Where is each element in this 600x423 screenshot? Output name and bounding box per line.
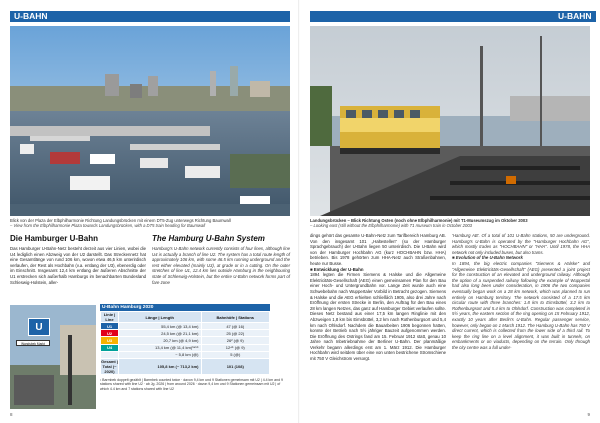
caption-en: – View from the Elbphilharmonie Plaza towards Landungsbrücken, with a DT5 train heading for Baumwall	[10, 223, 206, 228]
header-bar	[310, 11, 590, 22]
section-title-de: Die Hamburger U-Bahn	[10, 234, 99, 243]
body-text-de: Das Hamburger U-Bahn-Netz besteht derzeit aus vier Linien, wobei die U4 lediglich einen Abzweig von der U2 darstellt. Das Streckennetz hat eine Gesamtlänge von rund 106 km, wovon etwa 46,5 km unterirdisch verlaufen, der Rest als Hochbahn (v.a. entlang der U3), ebenerdig oder im Einschnitt. Insgesamt 12,4 km entlang der äußeren Abschnitte der U1 erstrecken sich außerhalb Hamburgs im benachbarten Bundesland Schleswig-Holstein, aller-	[10, 246, 146, 285]
table-header-cell: Länge | Length	[119, 312, 202, 323]
line-length: 20,7 km (@ 4,9 km)	[119, 337, 202, 344]
page-number: 8	[10, 412, 13, 417]
line-table	[100, 311, 270, 375]
station-name-sign: Wandsbek Markt	[16, 340, 50, 346]
header-label: U-BAHN	[554, 11, 596, 22]
table-title: U-Bahn Hamburg 2020	[100, 304, 270, 311]
caption-en: – Looking east (still without the Elbphilharmonie) with T1 museum train in October 2003	[310, 223, 472, 228]
right-page	[300, 0, 600, 423]
total-length: 105,8 km (~ 713,2 km)	[119, 358, 202, 374]
line-badge: U4	[101, 344, 119, 351]
train-photo	[310, 26, 590, 216]
header-label: U-BAHN	[10, 11, 52, 22]
section-title-en: The Hamburg U-Bahn System	[152, 234, 265, 243]
line-badge: U3	[101, 337, 119, 344]
table-total-row	[101, 358, 270, 374]
line-badge: U2	[101, 330, 119, 337]
line-length: 55,4 km (@ 13,4 km)	[119, 323, 202, 330]
header-bar	[10, 11, 290, 22]
station-photo	[10, 305, 96, 409]
line-stations: 5 (@)	[201, 351, 270, 358]
line-stations: 47 (@ 16)	[201, 323, 270, 330]
page-number: 9	[587, 412, 590, 417]
line-badge: U1	[101, 323, 119, 330]
table-row	[101, 344, 270, 351]
caption-de: Landungsbrücken – Blick Richtung Osten (noch ohne Elbphilharmonie) mit T1-Museumszug im Oktober 2003	[310, 218, 528, 223]
table-row	[101, 330, 270, 337]
line-stations: 25 (@ 22)	[201, 330, 270, 337]
line-badge	[101, 351, 119, 358]
column-de	[310, 233, 446, 362]
total-stations: 101 (108)	[201, 358, 270, 374]
history-en: In 1894, the big electric companies "Siemens & Halske" and "Allgemeine Elektricitäts-Gesellschaft" (AEG) presented a joint project for the construction of an elevated and underground railway. Although the option of a suspended railway following the example of Wuppertal had also long been under consideration, in 1906 the two companies eventually began work on a 28 km network, which was planned to run entirely on Hamburg territory. The network consisted of a 17.5 km circular route with three branches: 1.8 km to Eimsbüttel, 3.2 km to Rothenburgsort and 5.4 km to Ohlsdorf. Construction was completed in 5½ years, the eastern section of the ring opening on 15 February 1912, exactly 10 years after Berlin's U-Bahn. Regular passenger service, however, only began on 1 March 1912. The Hamburg U-Bahn has 750 V direct current, which is collected from the lower side of a third rail. To keep the ring line on a level alignment, it was built in tunnels, on embankments or on viaducts, depending on the terrain. Only through the city centre was a full under-	[452, 260, 590, 350]
total-label: Gesamt | Total (~ 2020)	[101, 358, 118, 374]
harbour-photo	[10, 26, 290, 216]
body-text-en: Hamburg's U-Bahn network currently consists of four lines, although line U4 is actually a branch of line U2. The system has a total route length of approximately 106 km, with some 46.5 km running underground and the rest either elevated (mainly U3), at grade or in a cutting. On the outer stretches of line U1, 12.4 km lies outside Hamburg in the neighbouring state of Schleswig-Holstein, but the entire U-Bahn network forms part of fare zone	[152, 246, 290, 285]
history-de: 1894 legten die Firmen Siemens & Halske und die Allgemeine Elektricitäts-Gesellschaft (AEG) einen gemeinsamen Plan für den Bau einer Hoch- und Untergrundbahn vor. Lange Zeit wurde auch eine Schwebebahn nach Wuppertaler Vorbild in Betracht gezogen. Siemens & Halske und die AEG erhielten schließlich 1905, also drei Jahre nach Eröffnung der ersten Strecke in Berlin, den Auftrag für den Bau eines 28 km langen Netzes, das ganz auf Hamburger Gebiet verlaufen sollte. Dieses Netz bestand aus einer 17,5 km langen Ringlinie mit den Abzweigen 1,8 km bis Eimsbüttel, 3,2 km nach Rothenburgsort und 5,4 km nach Ohlsdorf. Nachdem die Bauarbeiten 1906 begonnen hatten, konnte der Betrieb nach 5½ jähriger Bauzeit aufgenommen werden. Die Eröffnung des Ostrings fand am 15. Februar 1912 statt, genau 10 Jahre nach Inbetriebnahme der Berliner U-Bahn. Der planmäßige Verkehr begann allerdings erst am 1. März 1912. Die Hamburger Hochbahn wird seitdem über eine von unten bestrichene Stromschiene mit 750 V Gleichstrom versorgt.	[310, 272, 446, 362]
subhead-de: ■ Entwicklung der U-Bahn	[310, 266, 364, 272]
caption-de: Blick von der Plaza der Elbphilharmonie Richtung Landungsbrücken mit einem DT5-Zug unterwegs Richtung Baumwall	[10, 218, 231, 223]
photo-caption	[10, 218, 290, 228]
table-row	[101, 351, 270, 358]
photo-caption	[310, 218, 590, 228]
line-stations: 26² (@ 9)	[201, 337, 270, 344]
u-bahn-sign: U	[28, 318, 50, 336]
line-length: 13,4 km (@ 11,4 km)³⁴⁵⁶	[119, 344, 202, 351]
line-stations: 12⁴⁵ (@ 9)	[201, 344, 270, 351]
subhead-en: ■ Evolution of the U-Bahn Network	[452, 255, 523, 261]
intro-de: dings gehört das gesamte U-Bahn-Netz zum Tarifbereich Hamburg AB. Von den insgesamt 101 „Haltestellen" (so der Hamburger Sprachgebrauch) der U-Bahn liegen 50 unterirdisch. Die U-Bahn wird von der Hamburger Hochbahn AG (kurz HOCHBAHN bzw. HHA) betrieben. Bis 1978 gehörten zum HHA-Netz auch Straßenbahnen, heute nur Busse.	[310, 233, 446, 266]
table-header-row	[101, 312, 270, 323]
line-length: ~ 5,8 km (@)	[119, 351, 202, 358]
table-row	[101, 323, 270, 330]
table-header-cell: Linie | Line	[101, 312, 119, 323]
column-en	[452, 233, 590, 350]
line-length: 24,5 km (@ 21,1 km)	[119, 330, 202, 337]
table-footnote: ¹ Barmbek doppelt gezählt | Barmbek counted twice · davon 9,4 km und 9 Stationen gemeinsam mit U2 | 4.4 km and 9 stations shared with line U2 · ab Jg. 2026 | from around 2026 · davon 9,4 km und 9 Stationen gemeinsam mit U2 | of which 4.4 km and 7 stations shared with line U2	[100, 378, 283, 391]
table-row	[101, 337, 270, 344]
intro-en: 'Hamburg AB'. Of a total of 101 U-Bahn stations, 50 are underground. Hamburg's U-Bahn is operated by the "Hamburger Hochbahn AG", which mostly trades as "HOCHBAHN" or "HHA". Until 1978, the HHA network not only included buses, but also trams.	[452, 233, 590, 255]
table-header-cell: Bahnhöfe | Stations	[201, 312, 270, 323]
